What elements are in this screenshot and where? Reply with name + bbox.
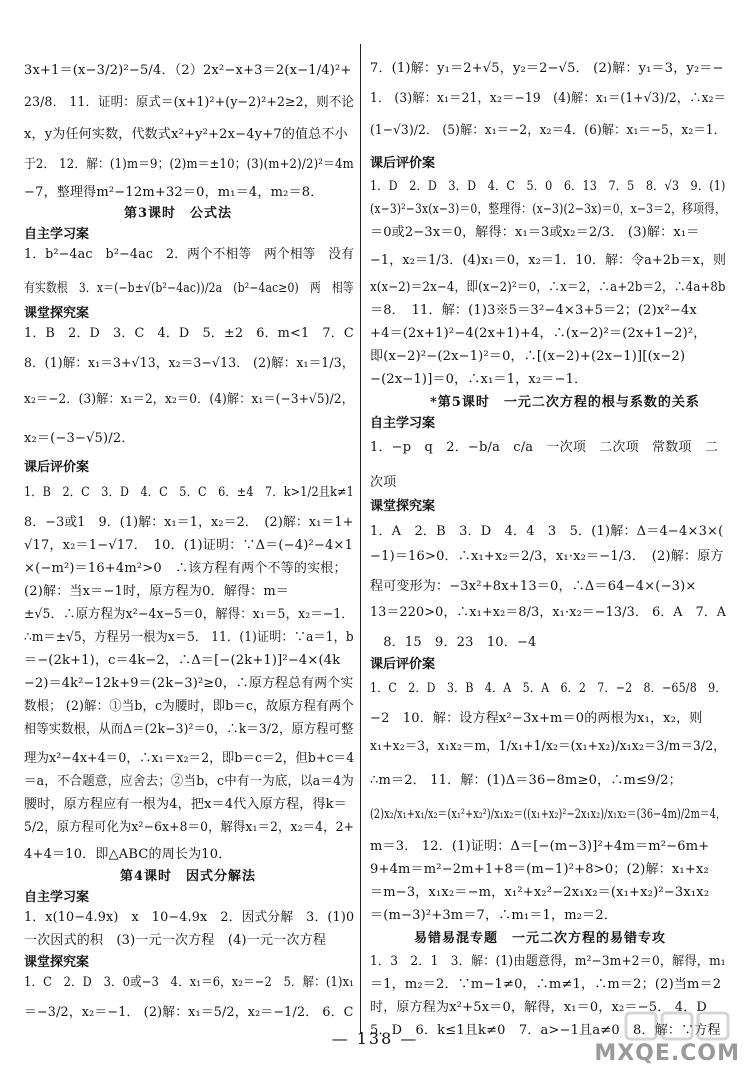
- answer-line: 1．C 2．D 3．B 4．A 5．A 6．2 7．−2 8．−65/8 9．: [370, 681, 727, 696]
- answer-line: x，y为任何实数，代数式x²+y²+2x−4y+7的值总不小: [24, 127, 348, 142]
- answer-line: (x−3)²−3x(x−3)＝0，整理得：(x−3)(2−3x)＝0，x−3＝2，移项得，: [370, 202, 726, 217]
- lesson-title: 第3课时 公式法: [124, 206, 233, 221]
- answer-line: 7．(1)解：y₁＝2+√5，y₂＝2−√5． (2)解：y₁＝3，y₂＝−: [370, 61, 724, 76]
- answer-line: ＝8． 11．解：(1)3※5＝3²−4×3+5＝2；(2)x²−4x: [370, 303, 697, 318]
- section-heading: 自主学习案: [24, 890, 90, 905]
- answer-line: 相等实数根，从而Δ＝(2k−3)²＝0，∴k＝3/2，原方程可整: [24, 722, 354, 737]
- answer-line: 于2． 12．解：(1)m＝9；(2)m＝±10；(3)(m+2)/2)²＝4m: [24, 157, 354, 172]
- answer-line: 5/2，原方程可化为x²−6x+8＝0，解得x₁＝2，x₂＝4，2+: [24, 820, 355, 835]
- answer-line: +4＝(2x+1)²−4(2x+1)+4，∴(x−2)²＝(2x+1−2)²，: [370, 326, 707, 341]
- answer-line: −(2x−1)]＝0，∴x₁＝1，x₂＝−1．: [370, 372, 588, 387]
- answer-line: 5．D 6．k≤1且k≠0 7．a>−1且a≠0 8．解：∵方程: [370, 1023, 721, 1038]
- answer-line: (2)解：当x＝−1时，原方程为0．解得：m＝: [24, 584, 290, 599]
- answer-line: 1．b²−4ac b²−4ac 2．两个不相等 两个相等 没有: [24, 247, 355, 262]
- answer-line: 1．x(10−4.9x) x 10−4.9x 2．因式分解 3．(1)0: [24, 910, 355, 925]
- section-heading: 自主学习案: [24, 227, 90, 242]
- lesson-title: *第5课时 一元二次方程的根与系数的关系: [430, 395, 700, 410]
- section-heading: 课后评价案: [24, 460, 90, 475]
- answer-line: 23/8． 11．证明：原式＝(x+1)²+(y−2)²+2≥2，则不论: [24, 95, 355, 110]
- answer-line: −7，整理得m²−12m+32＝0，m₁＝4，m₂＝8．: [24, 185, 324, 200]
- answer-line: −1)＝16>0．∴x₁+x₂＝2/3，x₁·x₂＝−1/3． (2)解：原方: [370, 549, 724, 564]
- answer-line: 次项: [370, 475, 397, 490]
- watermark-text: MXQE.COM: [594, 1041, 740, 1066]
- column-divider: [360, 44, 361, 1034]
- answer-line: 时，原方程为x²+5x＝0，解得，x₁＝0，x₂＝−5． 4．D: [370, 1000, 708, 1015]
- section-heading: 课堂探究案: [24, 306, 90, 321]
- answer-line: m＝3． 12．(1)证明：Δ＝[−(m−3)]²+4m＝m²−6m+: [370, 839, 710, 854]
- answer-line: 理为x²−4x+4＝0，∴x₁＝x₂＝2，即b＝c＝2，但b+c＝4: [24, 751, 355, 766]
- answer-line: 13＝220>0，∴x₁+x₂＝8/3，x₁·x₂＝−13/3． 6．A 7．A: [370, 605, 727, 620]
- answer-line: 8．(1)解：x₁＝3+√13，x₂＝3−√13． (2)解：x₁＝1/3，: [24, 356, 355, 371]
- answer-line: (1−√3)/2． (5)解：x₁＝−2，x₂＝4．(6)解：x₁＝−5，x₂＝1．: [370, 123, 726, 138]
- section-heading: 课堂探究案: [24, 955, 90, 970]
- answer-line: 即(x−2)²−(2x−1)²＝0，∴[(x−2)+(2x−1)][(x−2): [370, 349, 686, 364]
- answer-line: ±√5．∴原方程为x²−4x−5＝0，解得：x₁＝5，x₂＝−1．: [24, 607, 354, 622]
- answer-line: 1．B 2．C 3．D 4．C 5．C 6．±4 7．k>1/2且k≠1: [24, 485, 354, 500]
- answer-line: 腰时，原方程应有一根为4，把x＝4代入原方程，得k＝: [24, 797, 347, 812]
- answer-line: ＝m−3，x₁x₂＝−m，x₁²+x₂²−2x₁x₂＝(x₁+x₂)²−3x₁x₂: [370, 885, 710, 900]
- answer-line: 1．A 2．B 3．D 4．4 3 5．(1)解：Δ＝4−4×3×(: [370, 524, 724, 539]
- answer-line: ＝−(2k+1)，c＝4k−2，∴Δ＝[−(2k+1)]²−4×(4k: [24, 653, 341, 668]
- answer-line: −1，x₂＝1/3．(4)x₁＝0，x₂＝1．10．解：令a+2b＝x，则: [370, 253, 727, 268]
- answer-line: 1． (3)解：x₁＝21，x₂＝−19 (4)解：x₁＝(1+√3)/2，∴x₂＝: [370, 91, 727, 106]
- answer-line: 程可变形为：−3x²+8x+13＝0，∴Δ＝64−4×(−3)×: [370, 579, 697, 594]
- answer-line: ＝a，不合题意，应舍去；②当b，c中有一为底，以a＝4为: [24, 774, 354, 789]
- answer-line: 1．3 2．1 3．解：(1)由题意得，m²−3m+2＝0，解得，m₁: [370, 954, 726, 969]
- answer-line: ×(−m²)＝16+4m²>0 ∴该方程有两个不等的实根；: [24, 561, 347, 576]
- answer-line: ＝(m−3)²+3m＝7，∴m₁＝1，m₂＝2．: [370, 908, 618, 923]
- answer-line: 有实数根 3．x＝(−b±√(b²−4ac))/2a (b²−4ac≥0) 两 相等: [24, 281, 354, 296]
- section-heading: 课后评价案: [370, 657, 436, 672]
- answer-line: x₁+x₂＝3，x₁x₂＝m，1/x₁+1/x₂＝(x₁+x₂)/x₁x₂＝3/m＝3/2，: [370, 739, 726, 754]
- answer-line: (2)x₂/x₁+x₁/x₂＝(x₁²+x₂²)/x₁x₂＝((x₁+x₂)²−2x₁x₂)/x₁x₂＝(36−4m)/2m＝4，: [370, 807, 726, 822]
- lesson-title: 易错易混专题 一元二次方程的易错专攻: [414, 931, 667, 946]
- answer-line: ＝−3/2，x₂＝−1． (2)解：x₁＝5/2，x₂＝−1/2． 6．C: [24, 1005, 354, 1020]
- answer-line: ∴m＝2． 11．解：(1)Δ＝36−8m≥0，∴m≤9/2；: [370, 773, 682, 788]
- answer-line: x(x−2)＝2x−4，即(x−2)²＝0，∴x＝2，∴a+2b＝2，∴4a+8b: [370, 280, 726, 295]
- page-number: — 138 —: [331, 1029, 419, 1048]
- answer-line: 8．−3或1 9．(1)解：x₁＝1，x₂＝2． (2)解：x₁＝1+: [24, 515, 354, 530]
- answer-line: 4+4＝10．即△ABC的周长为10．: [24, 847, 232, 862]
- answer-line: 数根； (2)解：①当b，c为腰时，即b＝c，故原方程有两个: [24, 699, 354, 714]
- answer-line: 1．C 2．D 3．0或−3 4．x₁＝6，x₂＝−2 5．解：(1)x₁: [24, 975, 355, 990]
- section-heading: 自主学习案: [370, 416, 436, 431]
- section-heading: 课后评价案: [370, 156, 436, 171]
- answer-line: 1．−p q 2．−b/a c/a 一次项 二次项 常数项 二: [370, 440, 719, 455]
- lesson-title: 第4课时 因式分解法: [120, 869, 257, 884]
- answer-line: 3x+1＝(x−3/2)²−5/4．（2）2x²−x+3＝2(x−1/4)²+: [24, 63, 352, 78]
- answer-line: 1．D 2．D 3．D 4．C 5．0 6．13 7．5 8．√3 9．(1): [370, 179, 726, 194]
- answer-line: −2 10．解：设方程x²−3x+m＝0的两根为x₁，x₂，则: [370, 711, 703, 726]
- answer-line: 1．B 2．D 3．C 4．D 5．±2 6．m<1 7．C: [24, 326, 354, 341]
- answer-line: ∴m＝±√5，方程另一根为x＝5． 11．(1)证明：∵a＝1，b: [24, 630, 354, 645]
- answer-line: 9+4m＝m²−2m+1+8＝(m−1)²+8>0；(2)解：x₁+x₂: [370, 862, 709, 877]
- section-heading: 课堂探究案: [370, 499, 436, 514]
- answer-line: x₂＝−2．(3)解：x₁＝2，x₂＝0．(4)解：x₁＝(−3+√5)/2，: [24, 392, 354, 407]
- answer-line: x₂＝(−3−√5)/2．: [24, 431, 135, 446]
- answer-line: ＝1，m₂＝2．∵m−1≠0，∴m≠1，∴m＝2；(2)当m＝2: [370, 977, 722, 992]
- answer-line: −2)＝4k²−12k+9＝(2k−3)²≥0，∴原方程总有两个实: [24, 676, 354, 691]
- answer-line: √17，x₂＝1−√17． 10．(1)证明：∵Δ＝(−4)²−4×1: [24, 538, 354, 553]
- answer-line: 一次因式的积 (3)一元一次方程 (4)一元一次方程: [24, 933, 327, 948]
- answer-line: 8．15 9．23 10．−4: [370, 635, 537, 650]
- answer-line: ＝0或2−3x＝0，解得：x₁＝3或x₂＝2/3． (3)解：x₁＝: [370, 225, 700, 240]
